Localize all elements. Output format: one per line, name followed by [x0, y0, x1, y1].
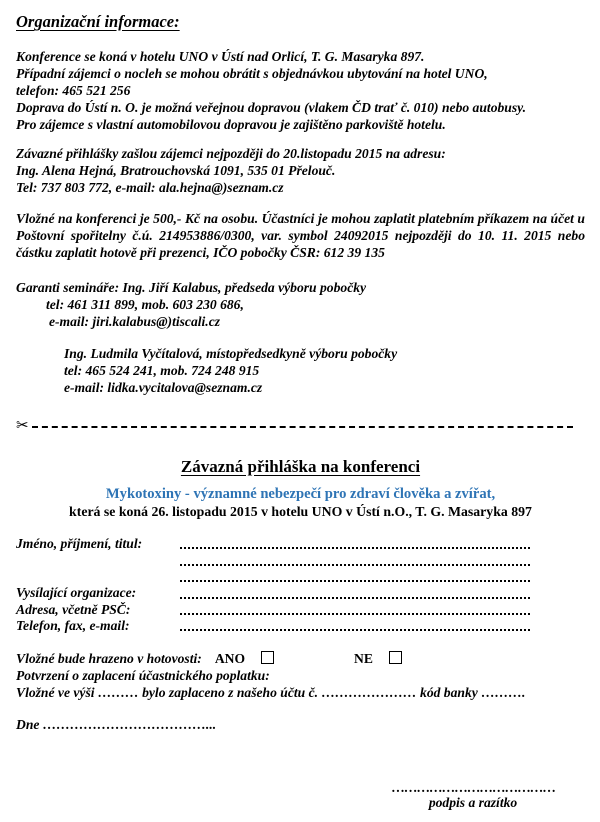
field-row-name-extra	[16, 552, 585, 568]
contact-line: Tel: 737 803 772, e-mail: ala.hejna@)seznam.cz	[16, 180, 284, 195]
guarantor-2-phone: tel: 465 524 241, mob. 724 248 915	[64, 363, 260, 378]
parking-line: Pro zájemce s vlastní automobilovou dopravou je zajištěno parkoviště hotelu.	[16, 117, 446, 132]
guarantor-1-phone: tel: 461 311 899, mob. 603 230 686,	[46, 297, 244, 312]
option-yes-label: ANO	[214, 651, 246, 667]
checkbox-ne[interactable]	[389, 651, 402, 664]
venue-line: Případní zájemci o nocleh se mohou obrátit s objednávkou ubytování na hotel UNO,	[16, 66, 488, 81]
transport-line: Doprava do Ústí n. O. je možná veřejnou dopravou (vlakem ČD trať č. 010) nebo autobusy.	[16, 100, 527, 115]
guarantor-2-email: e-mail: lidka.vycitalova@seznam.cz	[64, 380, 263, 395]
scissors-icon: ✂	[16, 418, 29, 434]
form-fields	[16, 536, 585, 634]
dotted-input-line[interactable]	[180, 613, 530, 615]
field-row-address	[16, 602, 585, 618]
dotted-input-line[interactable]	[180, 564, 530, 566]
conference-date-venue: která se koná 26. listopadu 2015 v hotelu UNO v Ústí n.O., T. G. Masaryka 897	[69, 504, 532, 519]
guarantor-1-email: e-mail: jiri.kalabus@)tiscali.cz	[49, 314, 221, 329]
option-no-label: NE	[354, 651, 373, 667]
guarantor-1-name: Garanti semináře: Ing. Jiří Kalabus, předseda výboru pobočky	[16, 280, 367, 295]
dotted-input-line[interactable]	[180, 580, 530, 582]
deadline-line: Závazné přihlášky zašlou zájemci nejpozději do 20.listopadu 2015 na adresu:	[16, 146, 446, 161]
field-row-name	[16, 536, 585, 552]
dashed-cut-line	[32, 426, 573, 428]
field-row-contact	[16, 618, 585, 634]
guarantor-2-name: Ing. Ludmila Vyčítalová, místopředsedkyně výboru pobočky	[64, 346, 398, 361]
signature-block	[356, 780, 590, 811]
signature-label: podpis a razítko	[428, 795, 518, 811]
dotted-input-line[interactable]	[180, 629, 530, 631]
venue-phone-line: telefon: 465 521 256	[16, 83, 131, 98]
guarantors-block	[16, 279, 585, 396]
venue-paragraph	[16, 48, 585, 133]
field-label: Telefon, fax, e-mail:	[16, 617, 130, 633]
paid-amount-line: Vložné ve výši ……… bylo zaplaceno z našeho účtu č. ………………… kód banky ……….	[16, 685, 526, 701]
address-line: Ing. Alena Hejná, Bratrouchovská 1091, 535 01 Přelouč.	[16, 163, 336, 178]
org-info-heading: Organizační informace:	[16, 12, 180, 31]
signature-dotted-line[interactable]: …………………………………	[391, 780, 555, 796]
field-row-organization	[16, 585, 585, 601]
field-label: Jméno, příjmení, titul:	[16, 535, 143, 551]
dotted-input-line[interactable]	[180, 597, 530, 599]
application-address-paragraph	[16, 145, 585, 196]
conference-topic: Mykotoxiny - významné nebezpečí pro zdraví člověka a zvířat,	[105, 486, 496, 502]
field-label: Adresa, včetně PSČ:	[16, 601, 131, 617]
blank-line	[16, 330, 585, 345]
fee-paragraph: Vložné na konferenci je 500,- Kč na osobu. Účastníci je mohou zaplatit platebním příkazem na účet u Poštovní spořitelny č.ú. 214953886/0300, var. symbol 24092015 nejpozději do 10. 11. 2015 nebo částku zaplatit hotově při prezenci, IČO pobočky ČSR: 612 39 135	[16, 211, 585, 260]
payment-confirmation-heading: Potvrzení o zaplacení účastnického poplatku:	[16, 668, 270, 684]
venue-line: Konference se koná v hotelu UNO v Ústí nad Orlicí, T. G. Masaryka 897.	[16, 49, 425, 64]
cash-question-label: Vložné bude hrazeno v hotovosti:	[16, 651, 202, 667]
dotted-input-line[interactable]	[180, 547, 530, 549]
field-label: Vysílající organizace:	[16, 585, 137, 601]
checkbox-ano[interactable]	[261, 651, 274, 664]
field-row-name-extra	[16, 569, 585, 585]
form-title: Závazná přihláška na konferenci	[180, 457, 421, 476]
date-line: Dne ………………………………...	[16, 717, 217, 733]
cut-here-line	[16, 417, 573, 435]
payment-method-row	[16, 650, 585, 667]
